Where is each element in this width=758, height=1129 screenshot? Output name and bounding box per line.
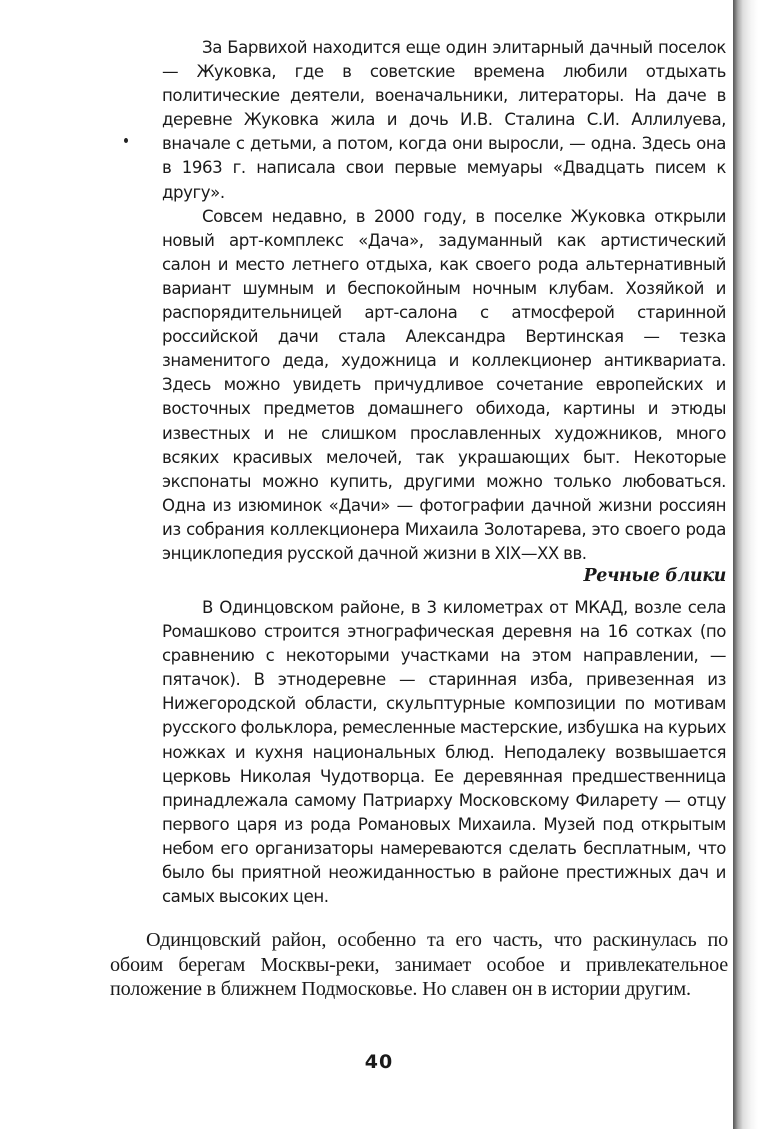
paragraph: Одинцовский район, особенно та его часть, что раскинулась по обоим берегам Москвы-реки, занимает особое и привлекательное положение в ближнем Подмосковье. Но славен он в истории другим. bbox=[110, 929, 728, 1001]
sidebar-text-block-1 bbox=[162, 36, 726, 566]
paragraph: Совсем недавно, в 2000 году, в поселке Жуковка открыли новый арт-комплекс «Дача», задуманный как артистический салон и место летнего отдыха, как своего рода альтернативный вариант шумным и беспокойным ночным клубам. Хозяйкой и распорядительницей арт-салона с атмосферой старинной российской дачи стала Александра Вертинская — тезка знаменитого деда, художница и коллекционер антиквариата. Здесь можно увидеть причудливое сочетание европейских и восточных предметов домашнего обихода, картины и этюды известных и не слишком прославленных художников, много всяких красивых мелочей, так украшающих быт. Некоторые экспонаты можно купить, другими можно только любоваться. Одна из изюминок «Дачи» — фотографии дачной жизни россиян из собрания коллекционера Михаила Золотарева, это своего рода энциклопедия русской дачной жизни в XIX—XX вв. bbox=[162, 206, 726, 563]
page-number: 40 bbox=[364, 1051, 394, 1073]
paragraph: В Одинцовском районе, в 3 километрах от МКАД, возле села Ромашково строится этнографическая деревня на 16 сотках (по сравнению с некоторыми участками на этом направлении, — пятачок). В этнодеревне — старинная изба, привезенная из Нижегородской области, скульптурные композиции по мотивам русского фольклора, ремесленные мастерские, избушка на курьих ножках и кухня национальных блюд. Неподалеку возвышается церковь Николая Чудотворца. Ее деревянная предшественница принадлежала самому Патриарху Московскому Филарету — отцу первого царя из рода Романовых Михаила. Музей под открытым небом его организаторы намереваются сделать бесплатным, что было бы приятной неожиданностью в районе престижных дач и самых высоких цен. bbox=[162, 598, 726, 907]
section-heading: Речные блики bbox=[583, 566, 726, 586]
main-text-block bbox=[110, 928, 728, 1002]
scan-binding-shadow bbox=[733, 0, 758, 1129]
scan-speck bbox=[124, 138, 128, 143]
sidebar-text-block-2 bbox=[162, 596, 726, 909]
paragraph: За Барвихой находится еще один элитарный дачный поселок — Жуковка, где в советские времена любили отдыхать политические деятели, военачальники, литераторы. На даче в деревне Жуковка жила и дочь И.В. Сталина С.И. Аллилуева, вначале с детьми, а потом, когда они выросли, — одна. Здесь она в 1963 г. написала свои первые мемуары «Двадцать писем к другу». bbox=[162, 38, 726, 202]
